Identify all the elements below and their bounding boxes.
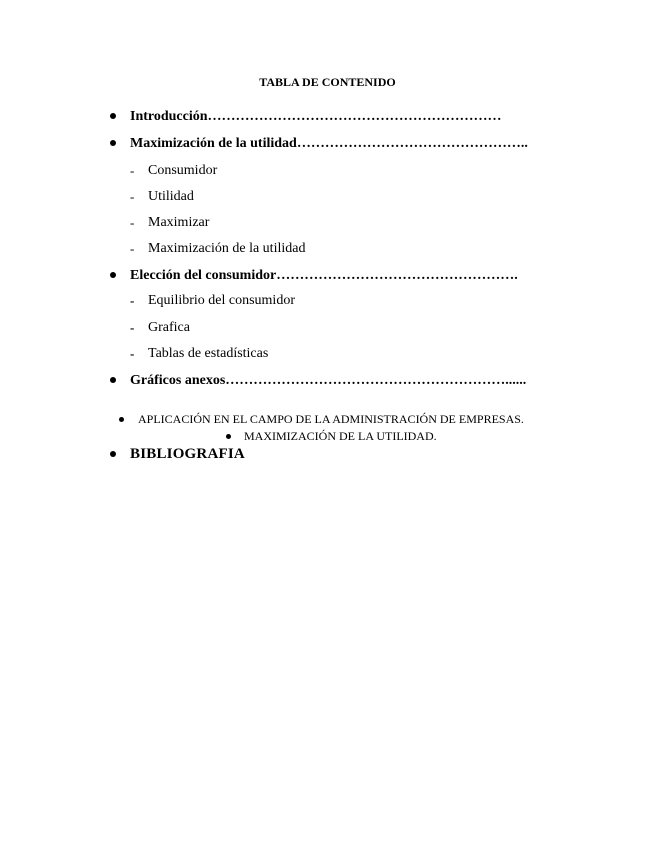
dash-icon: -: [130, 215, 135, 230]
toc-subitem-equilibrio: Equilibrio del consumidor: [148, 293, 295, 308]
toc-entry-aplicacion: APLICACIÓN EN EL CAMPO DE LA ADMINISTRACIÓN DE EMPRESAS.: [138, 412, 524, 426]
toc-subitem-grafica: Grafica: [148, 320, 190, 335]
toc-entry-introduccion: Introducción………………………………………………………: [130, 109, 502, 124]
bullet-icon: [110, 272, 116, 278]
toc-subitem-consumidor: Consumidor: [148, 163, 218, 178]
toc-subitem-tablas: Tablas de estadísticas: [148, 346, 269, 361]
dash-icon: -: [130, 189, 135, 204]
document-title: TABLA DE CONTENIDO: [259, 75, 396, 89]
dash-icon: -: [130, 163, 135, 178]
toc-subitem-utilidad: Utilidad: [148, 189, 194, 204]
dash-icon: -: [130, 346, 135, 361]
bullet-icon: [110, 451, 116, 457]
bullet-icon: [110, 377, 116, 383]
toc-subitem-maximizacion-utilidad: Maximización de la utilidad: [148, 241, 306, 256]
toc-entry-eleccion: Elección del consumidor…………………………………………….: [130, 268, 518, 283]
toc-subitem-maximizar: Maximizar: [148, 215, 210, 230]
dash-icon: -: [130, 293, 135, 308]
toc-entry-maximizacion: Maximización de la utilidad…………………………………………..: [130, 136, 528, 151]
dash-icon: -: [130, 320, 135, 335]
bullet-icon: [110, 140, 116, 146]
bullet-icon: [226, 434, 231, 439]
toc-entry-graficos: Gráficos anexos……………………………………………………......: [130, 373, 527, 388]
toc-entry-bibliografia: BIBLIOGRAFIA: [130, 446, 245, 462]
toc-entry-maximizacion-caps: MAXIMIZACIÓN DE LA UTILIDAD.: [244, 429, 437, 443]
bullet-icon: [119, 417, 124, 422]
dash-icon: -: [130, 241, 135, 256]
bullet-icon: [110, 113, 116, 119]
